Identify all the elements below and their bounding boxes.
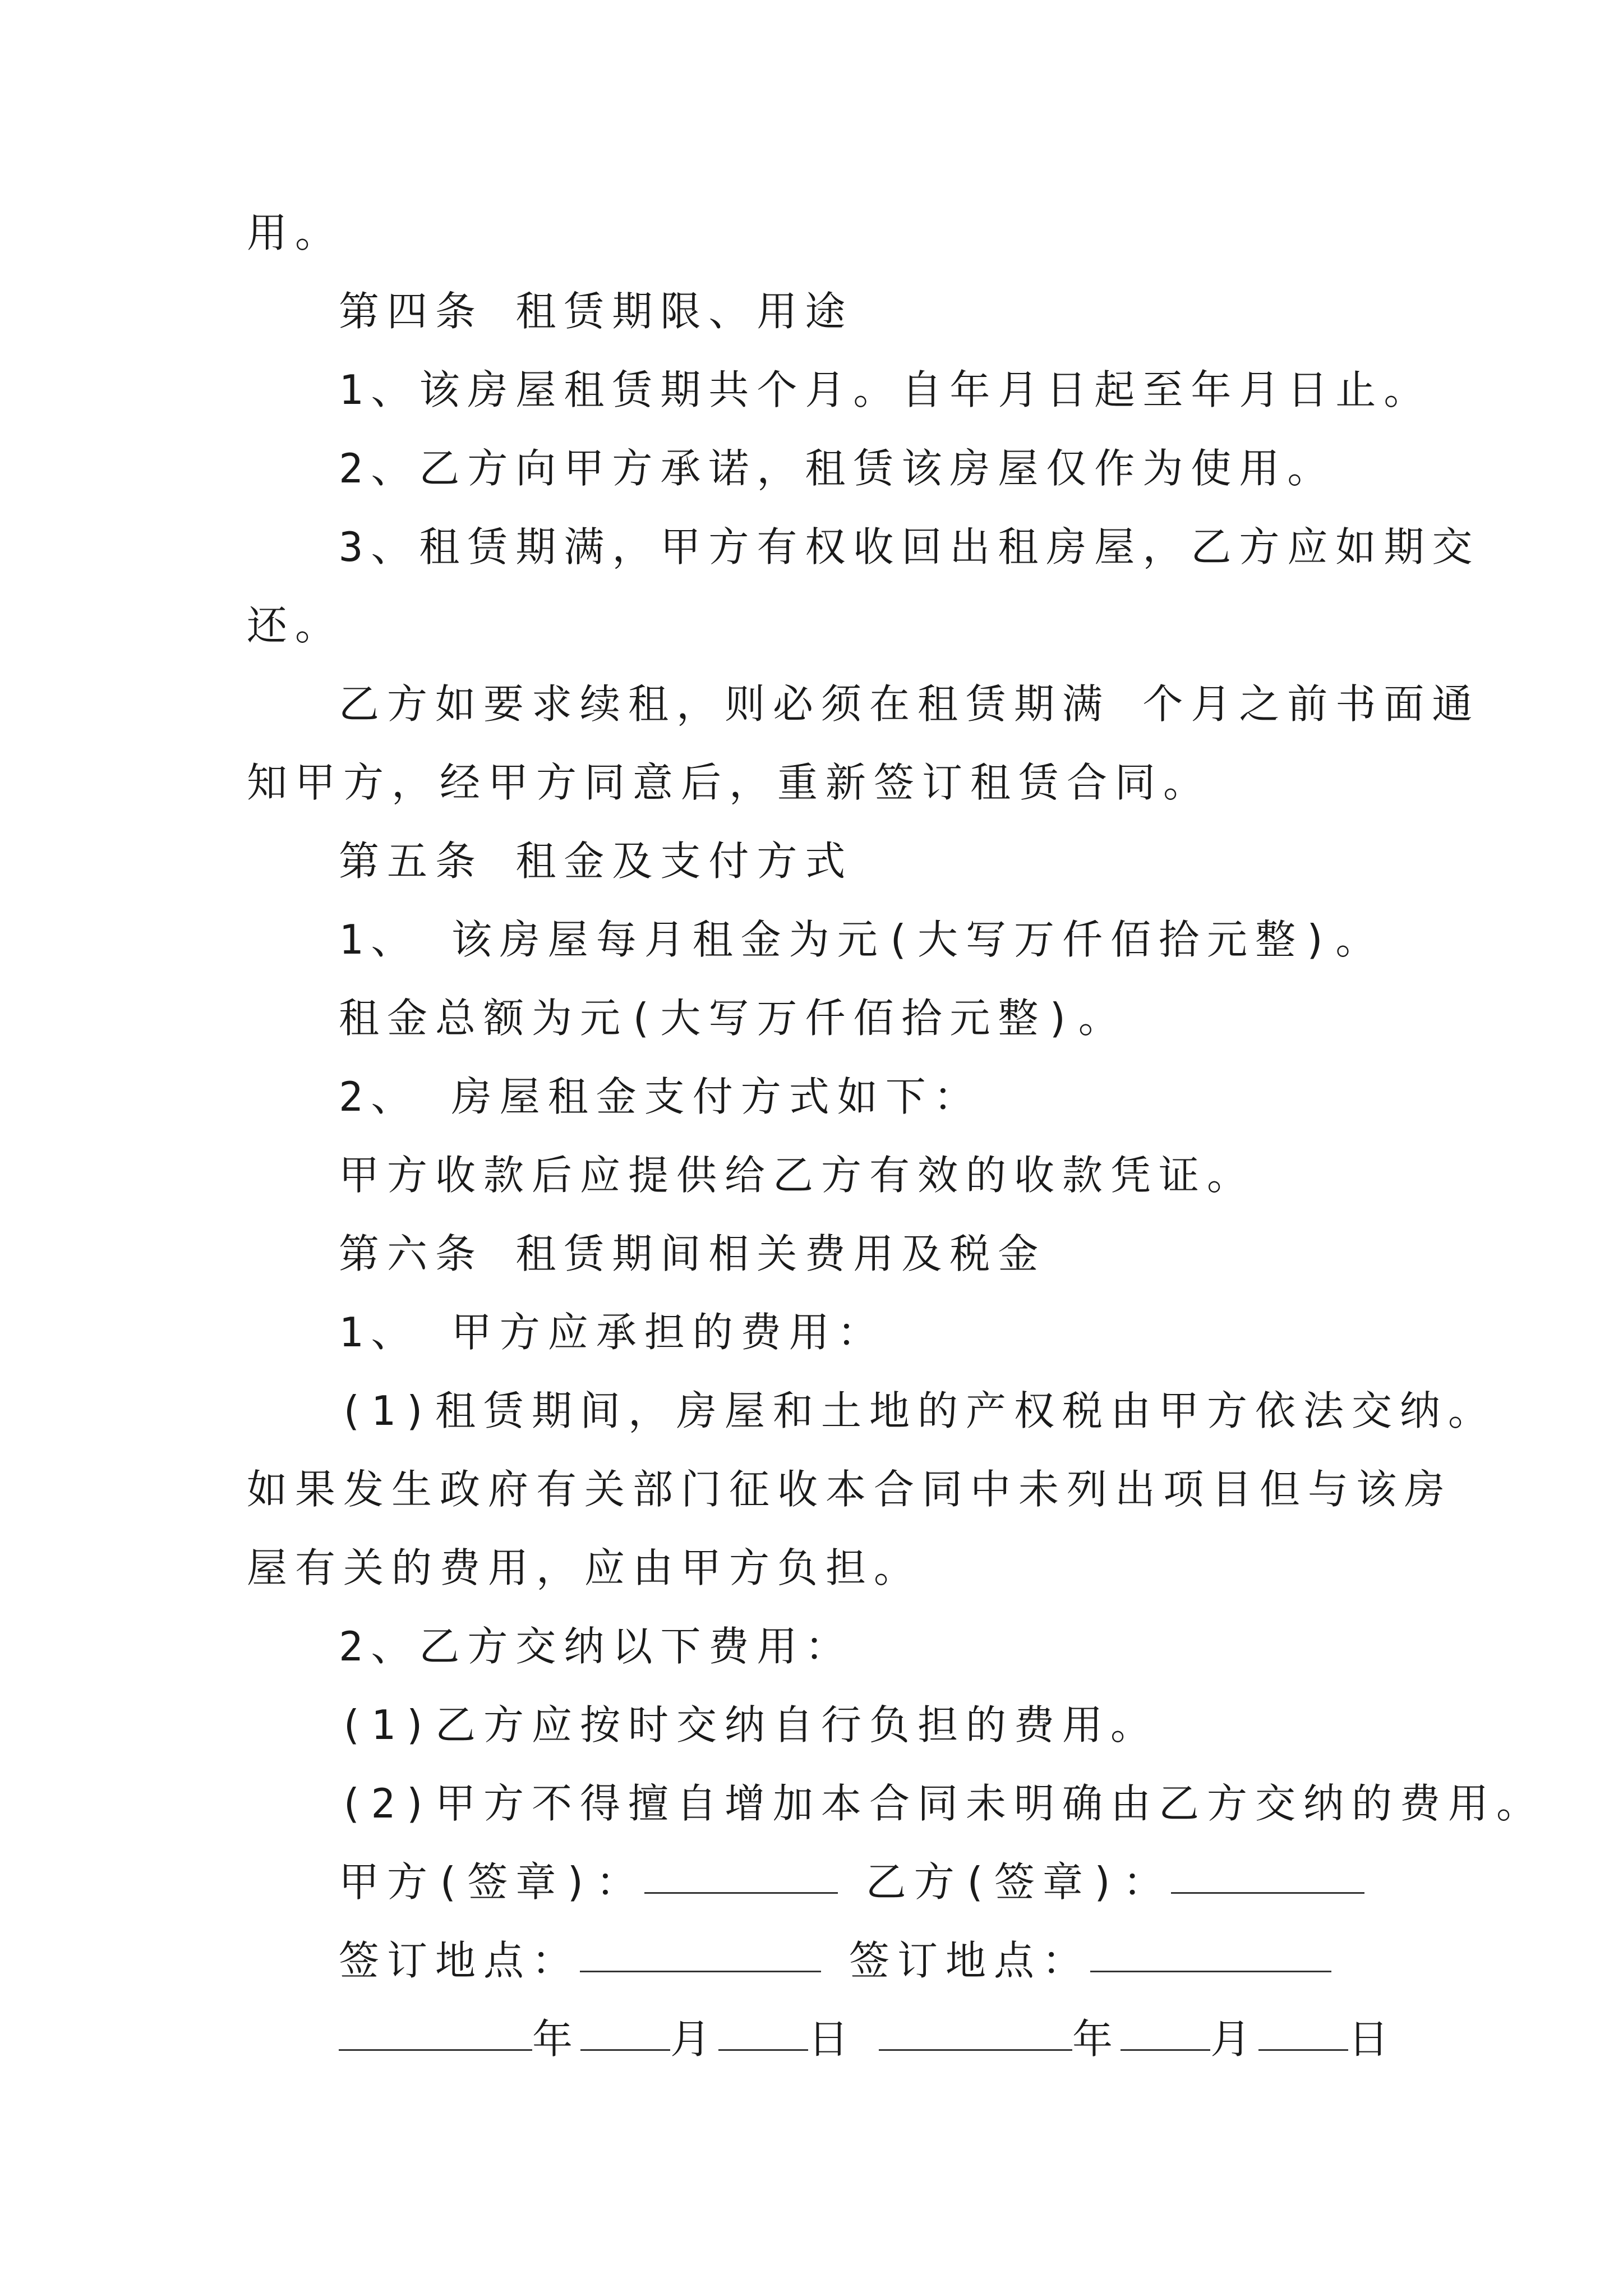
party-a-month-blank: [580, 2013, 670, 2051]
date-row: [339, 2011, 1396, 2067]
party-a-signature-blank: [644, 1856, 838, 1894]
text-line: 知甲方，经甲方同意后，重新签订租赁合同。: [247, 759, 1212, 806]
signing-place-row: [339, 1932, 1331, 1989]
text-line: 1、 甲方应承担的费用：: [339, 1309, 886, 1356]
article-heading: 第五条 租金及支付方式: [339, 838, 854, 885]
text-line: 用。: [247, 209, 344, 256]
party-b-signature-label: 乙方(签章)：: [865, 1858, 1172, 1906]
party-a-place-label: 签订地点：: [339, 1937, 580, 1984]
text-line: 2、乙方向甲方承诺，租赁该房屋仅作为使用。: [339, 445, 1336, 492]
party-a-place-blank: [580, 1935, 821, 1972]
year-label: 年: [1072, 2016, 1121, 2063]
signature-row: [339, 1854, 1364, 1910]
party-b-day-blank: [1258, 2013, 1348, 2051]
text-line: 乙方如要求续租，则必须在租赁期满 个月之前书面通: [339, 680, 1481, 728]
article-heading: 第六条 租赁期间相关费用及税金: [339, 1230, 1046, 1277]
month-label: 月: [1210, 2016, 1259, 2063]
text-line: 租金总额为元(大写万仟佰拾元整)。: [339, 995, 1127, 1042]
text-line: 1、 该房屋每月租金为元(大写万仟佰拾元整)。: [339, 916, 1384, 963]
text-line: 屋有关的费用，应由甲方负担。: [247, 1544, 923, 1591]
day-label: 日: [808, 2016, 857, 2063]
party-a-signature-label: 甲方(签章)：: [339, 1858, 644, 1906]
month-label: 月: [670, 2016, 719, 2063]
text-line: (1)租赁期间，房屋和土地的产权税由甲方依法交纳。: [339, 1387, 1497, 1434]
text-line: 甲方收款后应提供给乙方有效的收款凭证。: [339, 1152, 1256, 1199]
party-b-place-blank: [1090, 1935, 1331, 1972]
text-line: 2、乙方交纳以下费用：: [339, 1623, 854, 1670]
party-b-place-label: 签订地点：: [849, 1937, 1091, 1984]
text-line: (1)乙方应按时交纳自行负担的费用。: [339, 1701, 1159, 1749]
party-b-signature-blank: [1171, 1856, 1364, 1894]
article-heading: 第四条 租赁期限、用途: [339, 288, 854, 335]
text-line: 3、租赁期满，甲方有权收回出租房屋，乙方应如期交: [339, 523, 1481, 570]
party-a-day-blank: [718, 2013, 808, 2051]
text-line: 如果发生政府有关部门征收本合同中未列出项目但与该房: [247, 1466, 1453, 1513]
day-label: 日: [1348, 2016, 1397, 2063]
party-b-month-blank: [1121, 2013, 1210, 2051]
party-b-year-blank: [879, 2013, 1072, 2051]
text-line: 2、 房屋租金支付方式如下：: [339, 1073, 982, 1120]
text-line: (2)甲方不得擅自增加本合同未明确由乙方交纳的费用。: [339, 1780, 1545, 1827]
party-a-year-blank: [339, 2013, 532, 2051]
text-line: 1、该房屋租赁期共个月。自年月日起至年月日止。: [339, 366, 1432, 413]
text-line: 还。: [247, 602, 344, 649]
year-label: 年: [532, 2016, 581, 2063]
